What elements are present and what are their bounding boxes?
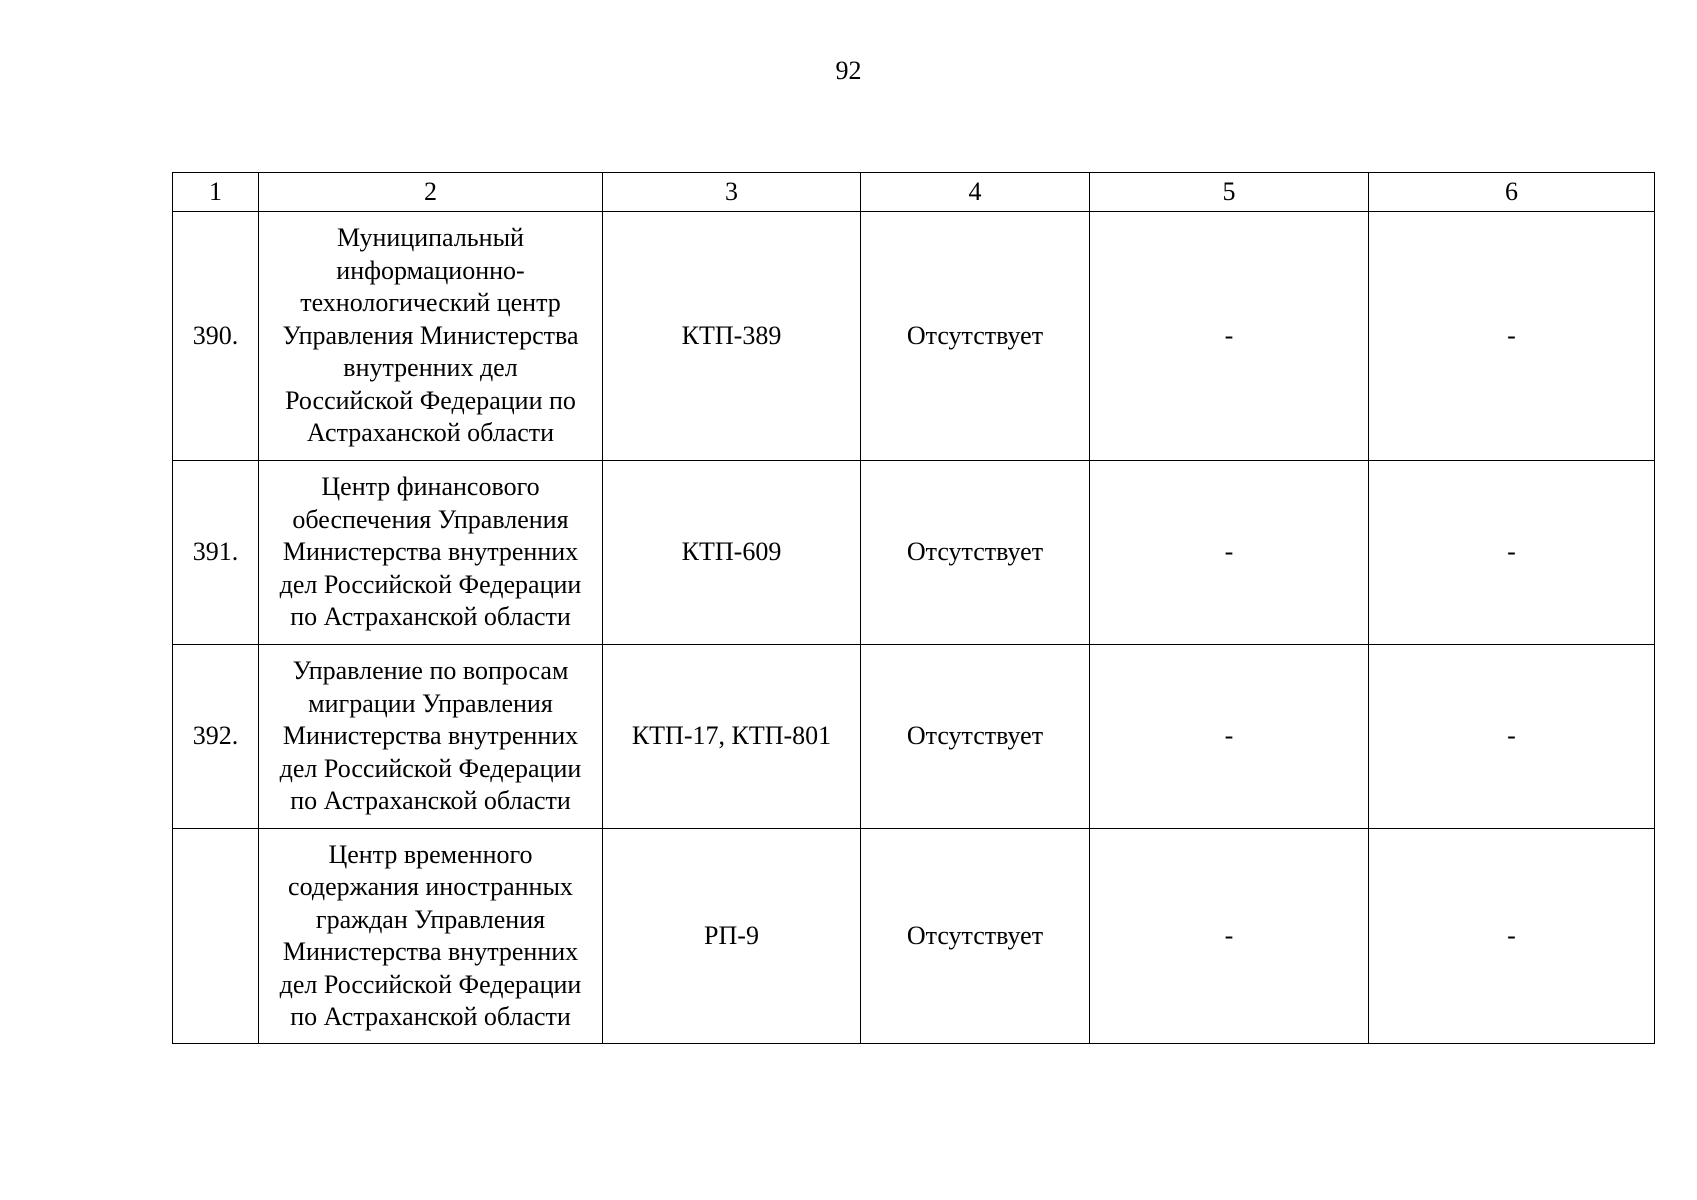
name-line: технологический центр — [300, 288, 561, 318]
column-6-cell: - — [1369, 645, 1655, 829]
table-row — [173, 461, 1655, 645]
organization-name-cell — [259, 212, 603, 461]
column-5-cell: - — [1090, 461, 1369, 645]
name-line: Российской Федерации по — [285, 385, 576, 415]
table-row — [173, 645, 1655, 829]
name-line: Центр финансового — [321, 472, 540, 502]
name-line: Министерства внутренних — [282, 537, 579, 567]
organization-name-cell — [259, 645, 603, 829]
column-header: 3 — [603, 173, 861, 212]
column-header: 6 — [1369, 173, 1655, 212]
column-5-cell: - — [1090, 829, 1369, 1044]
table-row — [173, 829, 1655, 1044]
name-line: содержания иностранных — [288, 872, 573, 901]
data-table — [172, 172, 1655, 1044]
name-line: по Астраханской области — [290, 1002, 571, 1031]
column-5-cell: - — [1090, 645, 1369, 829]
name-line: миграции Управления — [308, 688, 553, 718]
code-cell: КТП-17, КТП-801 — [603, 645, 861, 829]
column-header: 4 — [861, 173, 1090, 212]
code-cell: КТП-609 — [603, 461, 861, 645]
code-cell: КТП-389 — [603, 212, 861, 461]
name-line: Министерства внутренних — [282, 721, 579, 751]
column-header: 1 — [173, 173, 259, 212]
name-line: Астраханской области — [306, 418, 555, 448]
name-line: дел Российской Федерации — [279, 969, 582, 999]
status-cell: Отсутствует — [861, 461, 1090, 645]
row-number-cell: 391. — [173, 461, 259, 645]
row-number-cell — [173, 829, 259, 1044]
name-line: информационно- — [336, 255, 525, 285]
name-line: по Астраханской области — [290, 786, 571, 816]
column-5-cell: - — [1090, 212, 1369, 461]
name-line: Центр временного — [328, 839, 533, 869]
name-line: Муниципальный — [337, 223, 524, 253]
column-header: 5 — [1090, 173, 1369, 212]
name-line: внутренних дел — [343, 353, 518, 383]
status-cell: Отсутствует — [861, 829, 1090, 1044]
organization-name-cell — [259, 829, 603, 1044]
column-header: 2 — [259, 173, 603, 212]
row-number-cell: 392. — [173, 645, 259, 829]
name-line: граждан Управления — [315, 904, 546, 934]
name-line: по Астраханской области — [290, 602, 571, 632]
status-cell: Отсутствует — [861, 645, 1090, 829]
column-6-cell: - — [1369, 829, 1655, 1044]
code-cell: РП-9 — [603, 829, 861, 1044]
name-line: дел Российской Федерации — [279, 569, 582, 599]
page-number: 92 — [835, 56, 862, 85]
name-line: Управления Министерства — [282, 320, 579, 350]
name-line: обеспечения Управления — [292, 504, 569, 534]
name-line: Министерства внутренних — [282, 937, 579, 966]
table-header-row — [173, 173, 1655, 212]
name-line: дел Российской Федерации — [279, 753, 582, 783]
table-row — [173, 212, 1655, 461]
name-line: Управление по вопросам — [292, 656, 569, 686]
row-number-cell: 390. — [173, 212, 259, 461]
status-cell: Отсутствует — [861, 212, 1090, 461]
column-6-cell: - — [1369, 461, 1655, 645]
column-6-cell: - — [1369, 212, 1655, 461]
organization-name-cell — [259, 461, 603, 645]
